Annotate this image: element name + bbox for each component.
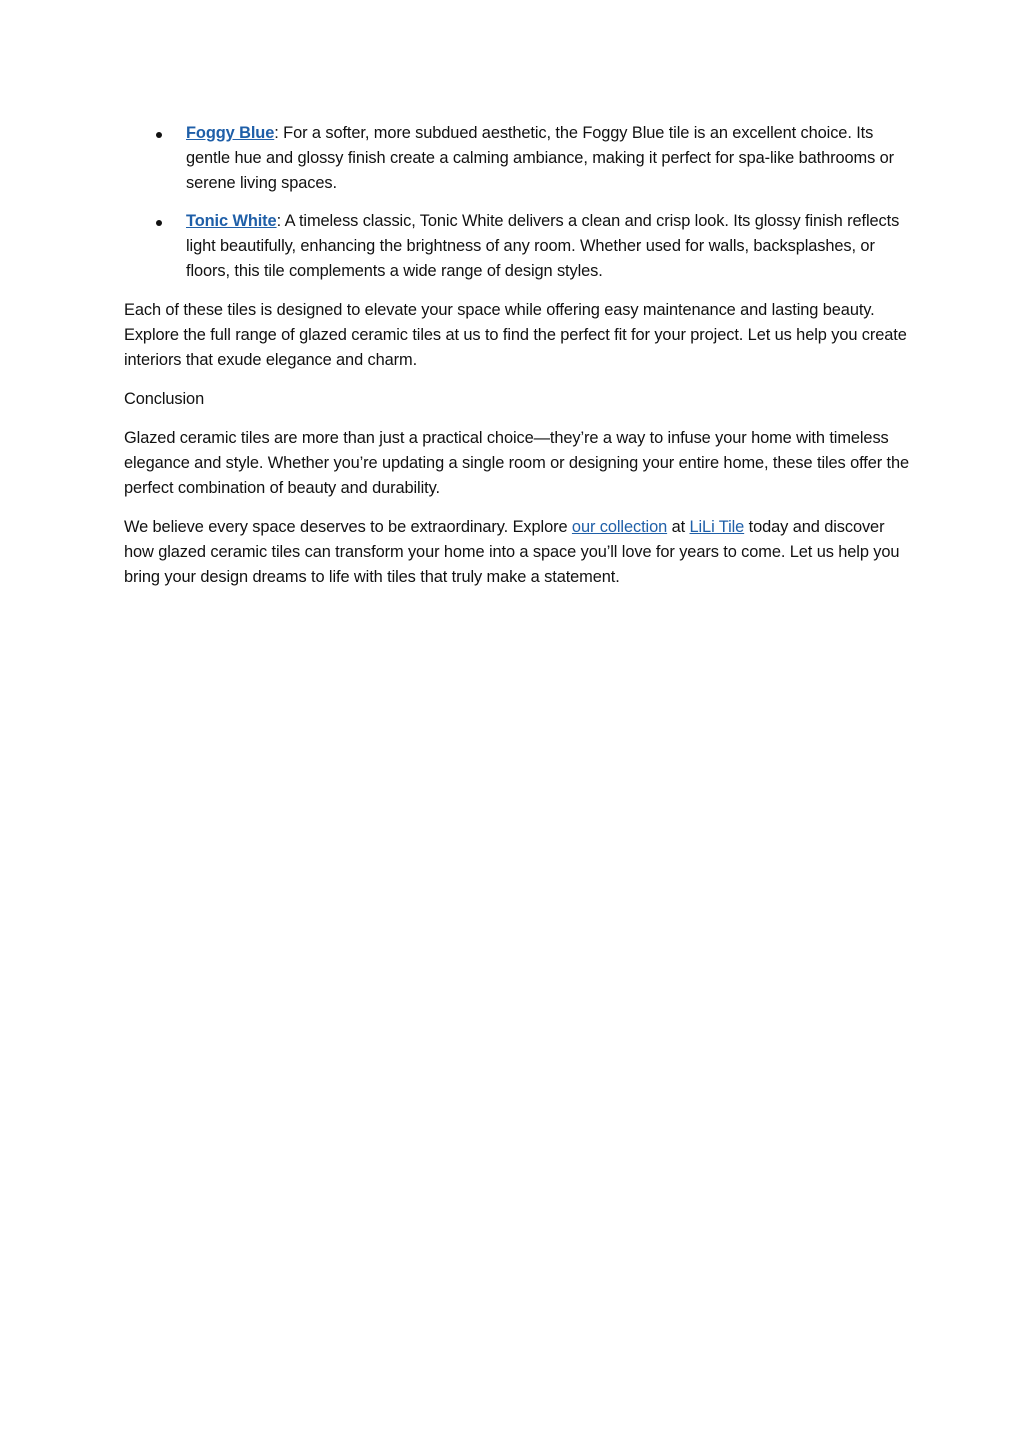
our-collection-link[interactable]: our collection [571,518,668,536]
list-item-foggy-blue [124,121,914,196]
bullet-icon [156,220,162,226]
final-paragraph-part1: We believe every space deserves to be extraordinary. Explore [124,518,572,536]
list-item-tonic-white [124,209,914,284]
lili-tile-link[interactable]: LiLi Tile [689,518,745,536]
foggy-blue-description: : For a softer, more subdued aesthetic, the Foggy Blue tile is an excellent choice. Its gentle hue and glossy finish create a calming ambiance, making it perfect for spa-like bathrooms or serene living spaces. [186,124,895,192]
bullet-icon [156,132,162,138]
conclusion-heading: Conclusion [124,390,205,408]
final-paragraph-part3: today and discover how glazed ceramic tiles can transform your home into a space you’ll love for years to come. Let us help you bring your design dreams to life with tiles that truly make a statement. [124,518,900,586]
final-paragraph-part2: at [667,518,690,536]
final-paragraph [124,515,914,590]
conclusion-paragraph: Glazed ceramic tiles are more than just a practical choice—they’re a way to infuse your home with timeless elegance and style. Whether you’re updating a single room or designing your entire home, these tiles offer the perfect combination of beauty and durability. [124,429,910,497]
tile-list [124,121,914,284]
document-body [124,121,914,604]
tonic-white-link[interactable]: Tonic White [186,212,277,230]
tiles-summary-paragraph: Each of these tiles is designed to elevate your space while offering easy maintenance and lasting beauty. Explore the full range of glazed ceramic tiles at us to find the perfect fit for your project. Let us help you create interiors that exude elegance and charm. [124,301,907,369]
foggy-blue-link[interactable]: Foggy Blue [186,124,275,142]
tonic-white-description: : A timeless classic, Tonic White delivers a clean and crisp look. Its glossy finish reflects light beautifully, enhancing the brightness of any room. Whether used for walls, backsplashes, or floors, this tile complements a wide range of design styles. [186,212,900,280]
